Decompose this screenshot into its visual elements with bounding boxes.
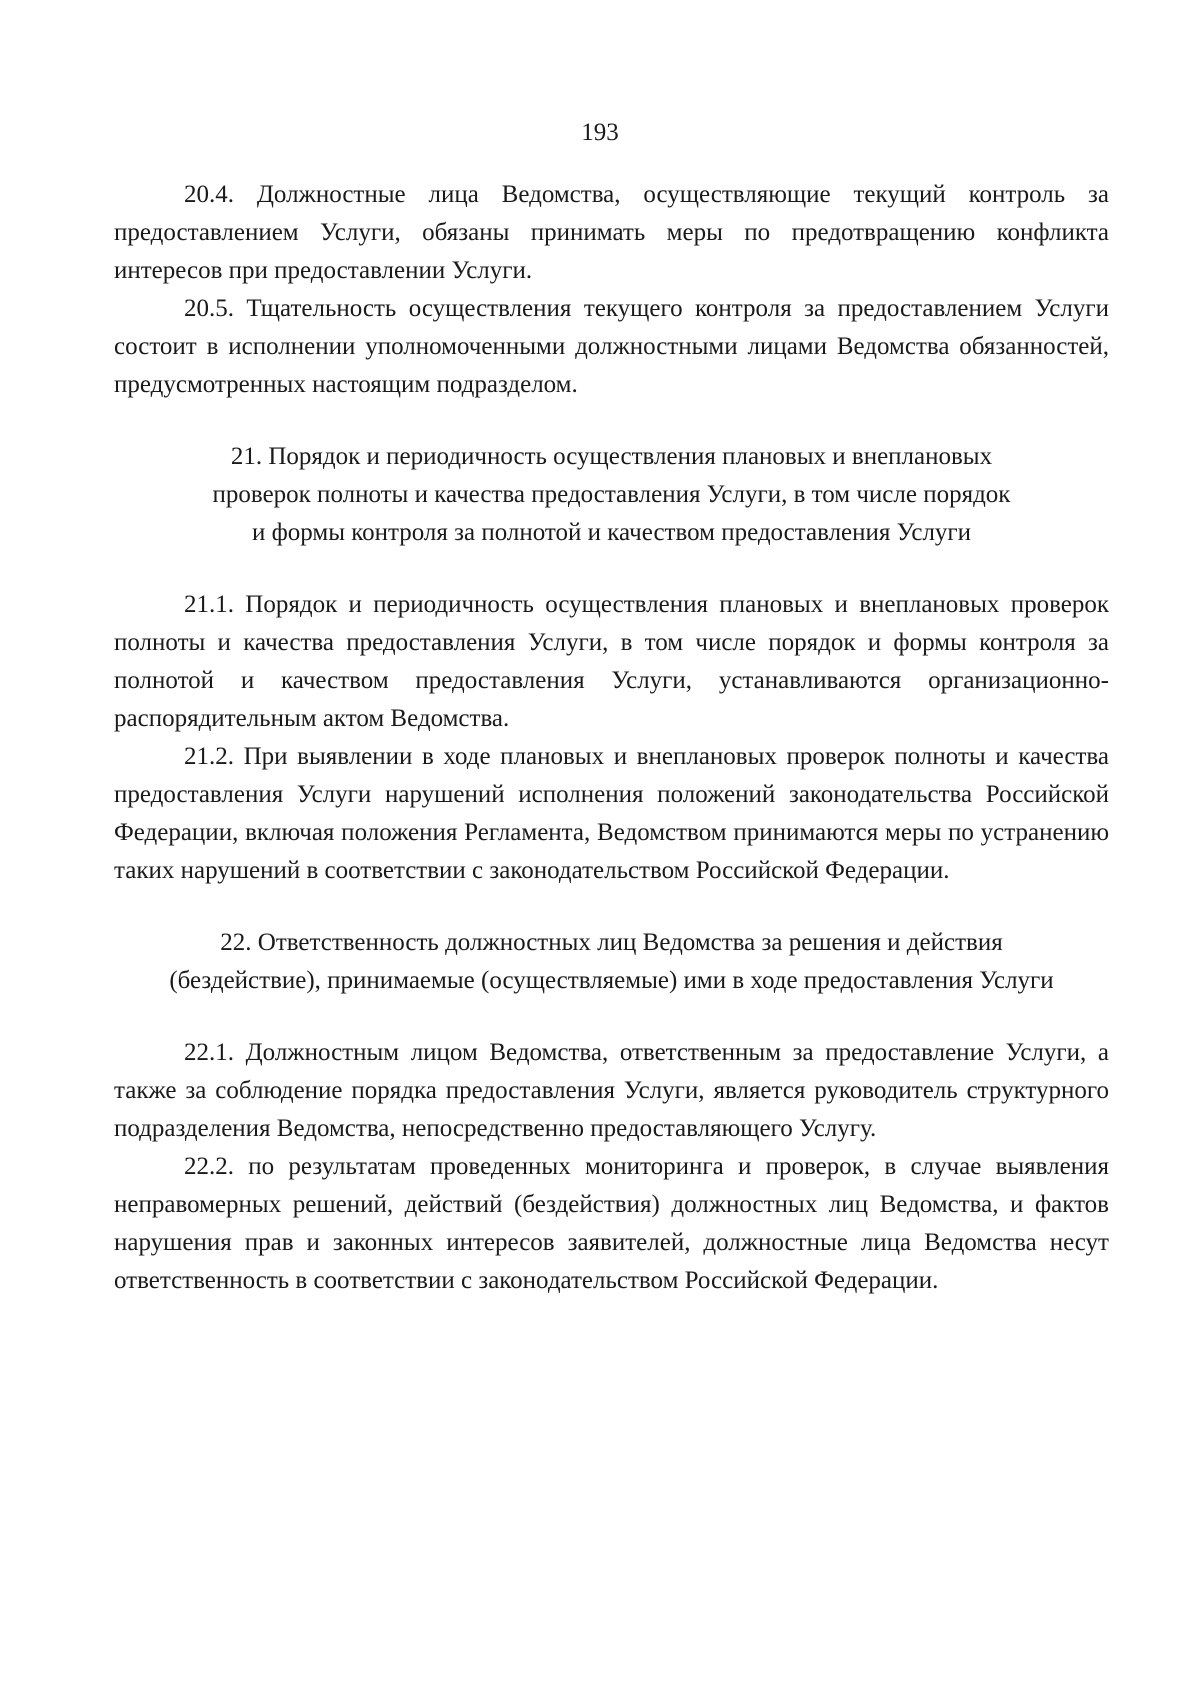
spacer (114, 404, 1109, 438)
spacer (114, 1000, 1109, 1034)
section-21-heading (114, 438, 1109, 552)
section-22-heading (114, 924, 1109, 1000)
heading-line: (бездействие), принимаемые (осуществляемые) ими в ходе предоставления Услуги (169, 967, 1054, 994)
document-body (114, 176, 1109, 1300)
spacer (114, 890, 1109, 924)
paragraph-22-2: 22.2. по результатам проведенных мониторинга и проверок, в случае выявления неправомерных решений, действий (бездействия) должностных лиц Ведомства, и фактов нарушения прав и законных интересов заявителей, должностные лица Ведомства несут ответственность в соответствии с законодательством Российской Федерации. (114, 1153, 1109, 1294)
paragraph-22-1: 22.1. Должностным лицом Ведомства, ответственным за предоставление Услуги, а также за соблюдение порядка предоставления Услуги, является руководитель структурного подразделения Ведомства, непосредственно предоставляющего Услугу. (114, 1039, 1109, 1142)
paragraph-20-4: 20.4. Должностные лица Ведомства, осуществляющие текущий контроль за предоставлением Услуги, обязаны принимать меры по предотвращению конфликта интересов при предоставлении Услуги. (114, 181, 1109, 284)
heading-line: и формы контроля за полнотой и качеством предоставления Услуги (251, 519, 972, 546)
heading-line: проверок полноты и качества предоставления Услуги, в том числе порядок (212, 481, 1011, 508)
heading-line: 21. Порядок и периодичность осуществления плановых и внеплановых (230, 443, 993, 470)
page-number: 193 (581, 119, 619, 146)
paragraph-20-5: 20.5. Тщательность осуществления текущего контроля за предоставлением Услуги состоит в исполнении уполномоченными должностными лицами Ведомства обязанностей, предусмотренных настоящим подразделом. (114, 295, 1109, 398)
spacer (114, 552, 1109, 586)
paragraph-21-1: 21.1. Порядок и периодичность осуществления плановых и внеплановых проверок полноты и качества предоставления Услуги, в том числе порядок и формы контроля за полнотой и качеством предоставления Услуги, устанавливаются организационно-распорядительным актом Ведомства. (114, 591, 1109, 732)
paragraph-21-2: 21.2. При выявлении в ходе плановых и внеплановых проверок полноты и качества предоставления Услуги нарушений исполнения положений законодательства Российской Федерации, включая положения Регламента, Ведомством принимаются меры по устранению таких нарушений в соответствии с законодательством Российской Федерации. (114, 743, 1109, 884)
heading-line: 22. Ответственность должностных лиц Ведомства за решения и действия (220, 929, 1003, 956)
